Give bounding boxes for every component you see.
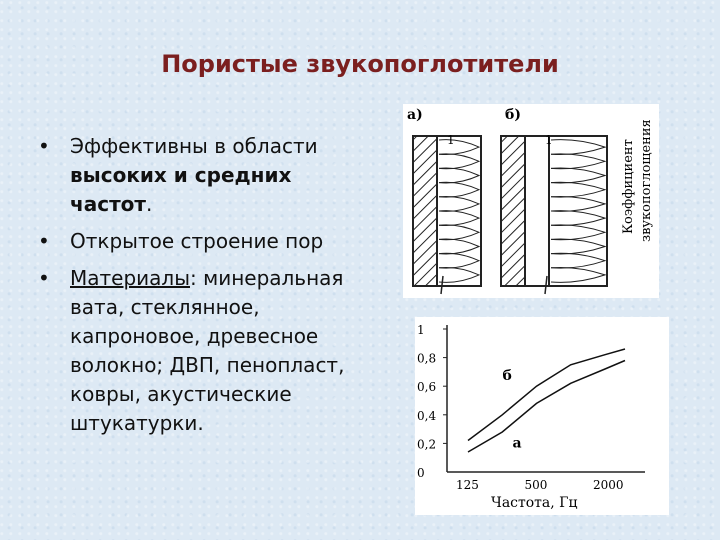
y-tick-label: 0,8 <box>417 351 437 366</box>
series-label-б: б <box>502 368 512 385</box>
series-label-а: а <box>512 435 522 452</box>
bullet-dot: • <box>38 134 50 158</box>
series-line-б <box>468 349 625 441</box>
series-line-а <box>468 361 625 453</box>
bullet-3-rest: минеральная вата, стеклянное, капроновое, древесное волокно; ДВП, пенопласт, ковры, акустические штукатурки. <box>70 266 345 435</box>
bullet-3-head: Материалы <box>70 266 190 290</box>
bullet-item-1 <box>38 132 378 219</box>
y-tick-label: 0,2 <box>417 437 437 452</box>
bullet-dot: • <box>38 229 50 253</box>
bullet-1-text: Эффективны в области <box>70 134 318 158</box>
series-lines <box>468 349 625 452</box>
side-label-2: звукопоглощения <box>639 119 654 242</box>
wall-a <box>413 136 437 286</box>
x-tick-label: 500 <box>524 478 548 492</box>
x-axis-label: Частота, Гц <box>491 495 578 511</box>
y-tick-label: 1 <box>417 323 425 337</box>
absorber-diagram <box>403 104 659 298</box>
x-tick-label: 2000 <box>592 478 624 492</box>
label-b: б) <box>505 107 521 123</box>
x-ticks <box>456 478 623 492</box>
bullet-3-colon: : <box>190 266 197 290</box>
air-gap-b <box>525 136 549 286</box>
bullet-list <box>38 132 378 446</box>
y-tick-label: 0,4 <box>417 408 437 423</box>
bullet-dot: • <box>38 266 50 290</box>
bullet-1-tail: . <box>146 192 153 216</box>
y-tick-label: 0,6 <box>417 380 437 395</box>
bullet-item-3 <box>38 264 378 438</box>
slide-title: Пористые звукопоглотители <box>161 50 559 78</box>
bullet-item-2 <box>38 227 378 256</box>
wall-b <box>501 136 525 286</box>
label-a: а) <box>407 107 423 123</box>
absorption-chart <box>415 317 669 515</box>
absorber-diagram-svg <box>403 104 659 298</box>
bullet-1-bold: высоких и средних частот <box>70 163 292 216</box>
y-tick-label: 0 <box>417 466 425 480</box>
x-tick-label: 125 <box>456 478 479 492</box>
bullet-2-text: Открытое строение пор <box>70 229 324 253</box>
mark-1a: 1 <box>447 133 455 147</box>
mark-1b: 1 <box>545 133 553 147</box>
y-ticks <box>417 323 447 480</box>
absorption-chart-svg <box>415 317 669 515</box>
side-label-1: Коэффициент <box>621 139 636 234</box>
